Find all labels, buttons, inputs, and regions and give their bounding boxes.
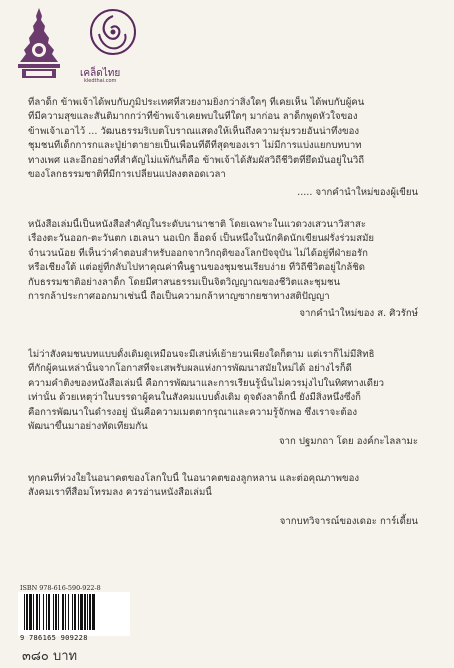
attribution-dalai-lama: จาก ปฐมกถา โดย องค์กะไลลามะ <box>279 436 418 447</box>
text-line: ที่กักผู้คนเหล่านั้นจากโอกาสที่จะเสพรับผลแห่งการพัฒนาสมัยใหม่ได้ อย่างไรก็ดี <box>28 363 352 375</box>
kledthai-logo <box>76 6 150 84</box>
publisher-name: เคล็ดไทย <box>80 68 121 79</box>
text-line: สังคมเราที่สื่อมโทรมลง ควรอ่านหนังสือเล่มนี้ <box>28 487 212 499</box>
text-line: กับธรรมชาติอย่างลาด็ก โดยมีศาสนธรรมเป็นจิตวิญญาณของชีวิตและชุมชน <box>28 276 341 288</box>
isbn-number: ISBN 978-616-590-922-8 <box>20 584 101 592</box>
text-line: ความคำติงของหนังสือเล่มนี้ คือการพัฒนาและการเรียนรู้นั้นไม่ควรมุ่งไปในทิศทางเดียว <box>28 377 385 389</box>
text-line: เท่านั้น ด้วยเหตุว่าในบรรดาผู้คนในสังคมแบบดั้งเดิม ดุจดังลาด็กนี้ ยังมีสิ่งหนึ่งซึ่งก็ <box>28 392 361 404</box>
attribution-guardian: จากบทวิจารณ์ของเดอะ การ์เดี้ยน <box>279 516 418 527</box>
barcode-bars-icon <box>18 592 130 632</box>
text-line: เรื่องตะวันออก-ตะวันตก เฮเลนา นอเบิก ฮ็อดจ์ เป็นหนึ่งในนักคิดนักเขียนฝรั่งร่วมสมัย <box>28 233 375 245</box>
text-line: หรือเชียงใต้ แต่อยู่ที่กลับไปหาคุณค่าพื้นฐานของชุมชนเรียบง่าย ที่วิถีชีวิตอยู่ใกล้ชิด <box>28 262 366 274</box>
text-line: การกล้าประกาศออกมาเช่นนี้ ถือเป็นความกล้าหาญซากยชาทางสติปัญญา <box>28 291 330 303</box>
text-line: พัฒนาขึ้นมาอย่างทัดเทียมกัน <box>28 421 148 433</box>
text-line: จำนวนน้อย ที่เห็นว่าคำตอบสำหรับออกจากวิกฤติของโลกปัจจุบัน ไม่ได้อยู่ที่ฝ่ายอรัก <box>28 247 368 259</box>
text-line: คือการพัฒนาในดำรงอยู่ นั่นคือความเมตตากรุณาและความรู้จักพอ ซึ่งเราจะต้อง <box>28 406 358 418</box>
text-line: ชุมชนที่เด็กการกและปู่ย่าตายายเป็นเพื่อนที่ดีที่สุดของเรา ไม่มีการแบ่งแยกบทบาท <box>28 140 362 152</box>
publisher-logos <box>14 6 174 84</box>
text-line: ไม่ว่าสังคมชนบทแบบดั้งเดิมดูเหมือนจะมีเสน่ห์เย้ายวนเพียงใดก็ตาม แต่เราก็ไม่มีสิทธิ <box>28 349 375 360</box>
barcode <box>18 592 130 636</box>
text-line: หนังสือเล่มนี้เป็นหนังสือสำคัญในระดับนานาชาติ โดยเฉพาะในแวดวงเสวนาวิสาสะ <box>28 219 367 230</box>
text-line: ของโลกธรรมชาติที่มีการเปลี่ยนแปลงตลอดเวลา <box>28 169 226 181</box>
text-line: ทุกคนที่ห่วงใยในอนาคตของโลกใบนี้ ในอนาคตของลูกหลาน และต่อคุณภาพของ <box>28 473 360 484</box>
kledthai-emblem-icon <box>76 6 150 66</box>
quote-paragraph-guardian <box>28 472 428 501</box>
attribution-sivaraksa: จากคำนำใหม่ของ ส. ศิวรักษ์ <box>299 308 418 319</box>
text-line: ที่ลาด็ก ข้าพเจ้าได้พบกับภูมิประเทศที่สวยงามยิ่งกว่าสิ่งใดๆ ที่เคยเห็น ได้พบกับผู้คน <box>28 97 365 108</box>
text-line: ข้าพเจ้าเอาไว้ ... วัฒนธรรมริเบตโบราณแสดงให้เห็นถึงความรุ่มรวยอันน่าทึ่งของ <box>28 125 360 137</box>
quote-paragraph-author <box>28 96 428 182</box>
quote-paragraph-dalai-lama <box>28 348 428 434</box>
seal-logo-icon <box>14 6 64 82</box>
attribution-author: ..... จากคำนำใหม่ของผู้เขียน <box>297 187 418 198</box>
quote-paragraph-sivaraksa <box>28 218 428 304</box>
text-line: ที่มีความสุขและสันติมากกว่าที่ข้าพเจ้าเคยพบในที่ใดๆ มาก่อน ลาด็กพูดหัวใจของ <box>28 111 358 123</box>
publisher-url: kledthai.com <box>84 78 117 84</box>
barcode-digits: 9 786165 909228 <box>20 634 88 642</box>
text-line: ทางเพศ และอีกอย่างที่สำคัญไม่แพ้กันก็คือ ข้าพเจ้าได้สัมผัสวิถีชีวิตที่ยึดมั่นอยู่ในวิถี <box>28 154 365 166</box>
price: ๓๘๐ บาท <box>22 649 78 664</box>
